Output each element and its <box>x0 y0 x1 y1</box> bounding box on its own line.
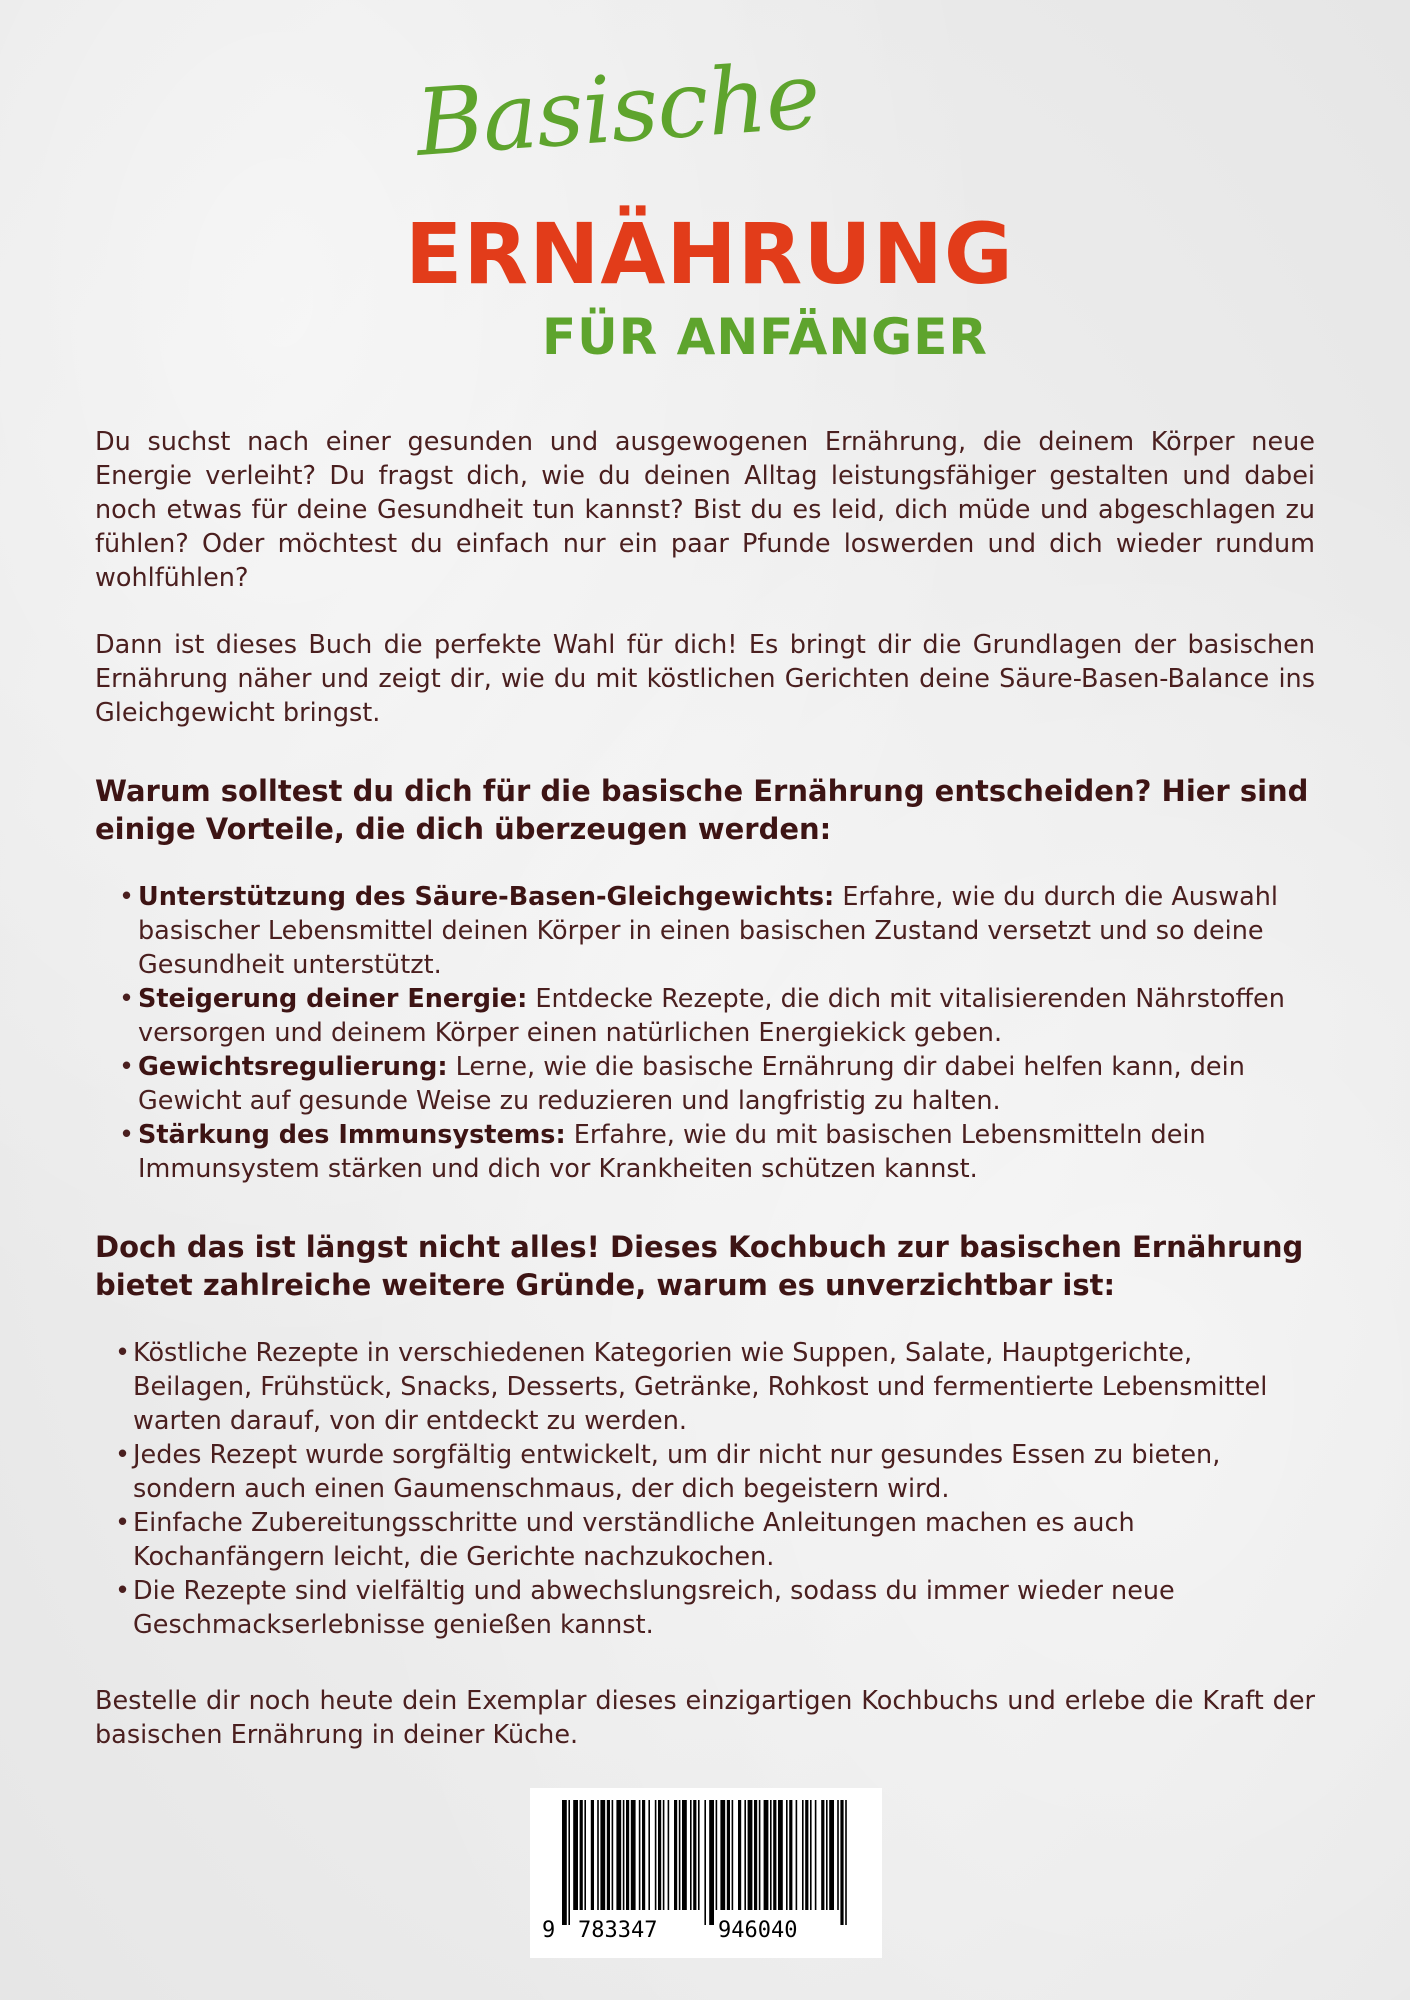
barcode-bar <box>668 1800 670 1910</box>
barcode-bar <box>562 1800 567 1925</box>
barcode-bar <box>829 1800 834 1910</box>
bullet: • <box>119 882 135 912</box>
barcode-bar <box>626 1800 629 1910</box>
barcode-bar <box>698 1800 700 1910</box>
bullet: • <box>119 984 135 1014</box>
barcode-bar <box>837 1800 839 1910</box>
barcode-bar <box>720 1800 725 1910</box>
barcode-bar <box>648 1800 650 1910</box>
barcode-bar <box>607 1800 610 1910</box>
reason-text: Einfache Zubereitungsschritte und verständliche Anleitungen machen es auch Kochanfängern leicht, die Gerichte nachzukochen. <box>133 1508 1135 1572</box>
intro-paragraph-2: Dann ist dieses Buch die perfekte Wahl für dich! Es bringt dir die Grundlagen der basischen Ernährung näher und zeigt dir, wie du mit köstlichen Gerichten deine Säure-Basen-Balance ins Gleichgewicht bringst. <box>95 630 1315 728</box>
barcode-bar <box>727 1800 730 1910</box>
barcode-digit-first: 9 <box>542 1918 556 1943</box>
barcode-bar <box>658 1800 661 1910</box>
closing-paragraph: Bestelle dir noch heute dein Exemplar dieses einzigartigen Kochbuchs und erlebe die Kraft der basischen Ernährung in deiner Küche. <box>95 1686 1315 1750</box>
barcode-group-left: 783347 <box>578 1918 658 1943</box>
title-script: Basische <box>412 42 823 178</box>
reason-text: Köstliche Rezepte in verschiedenen Kategorien wie Suppen, Salate, Hauptgerichte, Beilagen, Frühstück, Snacks, Desserts, Getränke, Rohkost und fermentierte Lebensmittel warten darauf, von dir entdeckt zu werden. <box>133 1338 1268 1436</box>
reason-item <box>115 1574 1315 1642</box>
barcode-bar <box>682 1800 687 1910</box>
barcode-bar <box>786 1800 788 1910</box>
benefit-text: Lerne, wie die basische Ernährung dir dabei helfen kann, dein Gewicht auf gesunde Weise zu reduzieren und langfristig zu halten. <box>138 1052 1245 1116</box>
barcode-bar <box>759 1800 761 1910</box>
barcode-bar <box>584 1800 586 1910</box>
barcode-group-right: 946040 <box>718 1918 798 1943</box>
barcode-bar <box>738 1800 741 1910</box>
bullet: • <box>115 1338 131 1368</box>
barcode-bar <box>663 1800 665 1910</box>
barcode-bar <box>732 1800 734 1910</box>
barcode-bar <box>597 1800 599 1910</box>
barcode-bar <box>754 1800 757 1910</box>
barcode-bar <box>709 1800 714 1925</box>
benefit-item <box>119 982 1315 1050</box>
barcode-bar <box>580 1800 583 1910</box>
barcode-bar <box>810 1800 812 1910</box>
benefit-item <box>119 880 1315 982</box>
benefit-text: Entdecke Rezepte, die dich mit vitalisierenden Nährstoffen versorgen und deinem Körper einen natürlichen Energiekick geben. <box>138 984 1285 1048</box>
reasons-list <box>115 1336 1315 1642</box>
benefit-title: Gewichtsregulierung: <box>138 1052 448 1082</box>
barcode-bar <box>744 1800 746 1910</box>
barcode-bar <box>845 1800 847 1925</box>
barcode-bar <box>764 1800 769 1910</box>
barcode-bar <box>639 1800 641 1910</box>
benefit-item <box>119 1050 1315 1118</box>
barcode-bar <box>674 1800 677 1910</box>
barcode-bar <box>690 1800 692 1910</box>
benefit-title: Steigerung deiner Energie: <box>138 984 528 1014</box>
reason-text: Die Rezepte sind vielfältig und abwechslungsreich, sodass du immer wieder neue Geschmackserlebnisse genießen kannst. <box>133 1576 1175 1640</box>
barcode-bars <box>562 1800 850 1925</box>
barcode-bar <box>612 1800 614 1910</box>
barcode-bar <box>805 1800 808 1910</box>
barcode-bar <box>821 1800 824 1910</box>
intro-paragraph-1: Du suchst nach einer gesunden und ausgewogenen Ernährung, die deinem Körper neue Energie verleiht? Du fragst dich, wie du deinen Alltag leistungsfähiger gestalten und dabei noch etwas für deine Gesundheit tun kannst? Bist du es leid, dich müde und abgeschlagen zu fühlen? Oder möchtest du einfach nur ein paar Pfunde loswerden und dich wieder rundum wohlfühlen? <box>95 427 1315 593</box>
barcode-bar <box>623 1800 625 1910</box>
benefits-heading: Warum solltest du dich für die basische Ernährung entscheiden? Hier sind einige Vorteile, die dich überzeugen werden: <box>95 774 1309 846</box>
barcode-bar <box>840 1800 843 1925</box>
back-cover-text <box>95 425 1315 1752</box>
barcode-bar <box>826 1800 828 1910</box>
barcode-bar <box>815 1800 817 1910</box>
barcode-bar <box>802 1800 804 1910</box>
reason-item <box>115 1506 1315 1574</box>
barcode-bar <box>778 1800 783 1910</box>
benefit-item <box>119 1118 1315 1186</box>
benefit-text: Erfahre, wie du durch die Auswahl basischer Lebensmittel deinen Körper in einen basischen Zustand versetzt und so deine Gesundheit unterstützt. <box>138 882 1278 980</box>
barcode-bar <box>631 1800 636 1910</box>
barcode-bar <box>591 1800 594 1910</box>
barcode-bar <box>716 1800 718 1910</box>
barcode-bar <box>796 1800 798 1910</box>
barcode-bar <box>568 1800 570 1925</box>
reason-text: Jedes Rezept wurde sorgfältig entwickelt, um dir nicht nur gesundes Essen zu bieten, sondern auch einen Gaumenschmaus, der dich begeistern wird. <box>133 1440 1221 1504</box>
barcode-bar <box>770 1800 772 1910</box>
barcode-bar <box>773 1800 776 1910</box>
benefit-title: Stärkung des Immunsystems: <box>138 1120 566 1150</box>
barcode-bar <box>693 1800 696 1910</box>
barcode-bar <box>789 1800 792 1910</box>
bullet: • <box>115 1576 131 1606</box>
barcode-bar <box>655 1800 657 1910</box>
benefits-list <box>119 880 1315 1186</box>
barcode-bar <box>600 1800 605 1910</box>
bullet: • <box>115 1508 131 1538</box>
benefit-title: Unterstützung des Säure-Basen-Gleichgewichts: <box>138 882 835 912</box>
reason-item <box>115 1438 1315 1506</box>
title-main: ERNÄHRUNG <box>405 205 1014 303</box>
benefit-text: Erfahre, wie du mit basischen Lebensmitteln dein Immunsystem stärken und dich vor Krankheiten schützen kannst. <box>138 1120 1206 1184</box>
barcode-bar <box>704 1800 706 1925</box>
bullet: • <box>119 1052 135 1082</box>
barcode <box>530 1788 882 1958</box>
bullet: • <box>115 1440 131 1470</box>
barcode-bar <box>616 1800 621 1910</box>
barcode-bar <box>642 1800 645 1910</box>
bullet: • <box>119 1120 135 1150</box>
barcode-bar <box>573 1800 578 1910</box>
barcode-bar <box>679 1800 681 1910</box>
reason-item <box>115 1336 1315 1438</box>
barcode-bar <box>748 1800 753 1910</box>
reasons-heading: Doch das ist längst nicht alles! Dieses Kochbuch zur basischen Ernährung bietet zahlreiche weitere Gründe, warum es unverzichtbar ist: <box>95 1230 1304 1302</box>
title-subtitle: FÜR ANFÄNGER <box>542 308 988 366</box>
